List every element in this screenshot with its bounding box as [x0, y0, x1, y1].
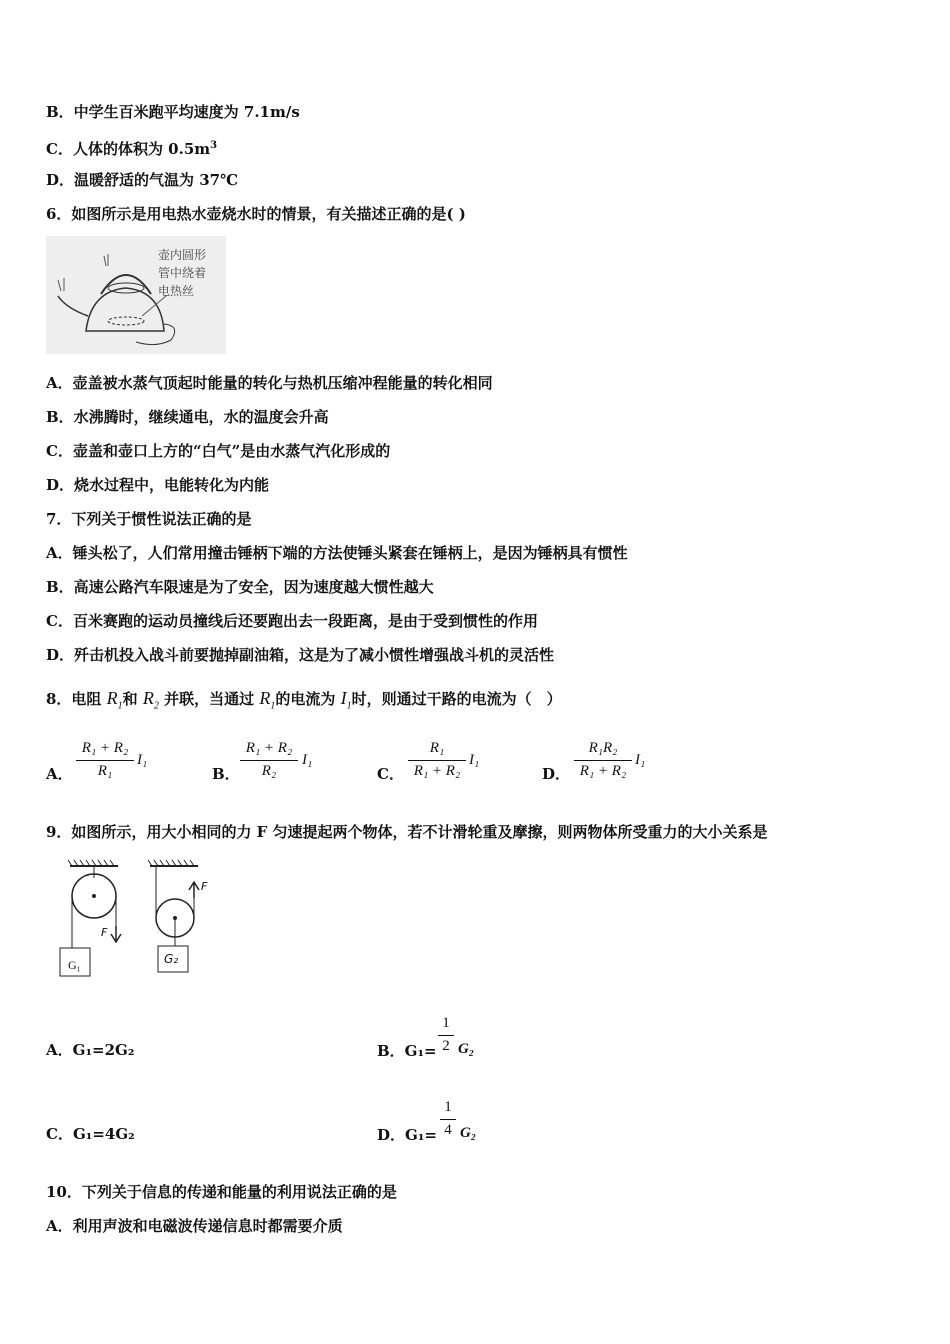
kettle-figure: [46, 236, 226, 354]
q8-option-a-fraction: R₁ + R₂ R₁: [76, 740, 134, 781]
kettle-label-1: 壶内圆形: [158, 248, 207, 262]
q8-option-c-label: C．: [377, 765, 404, 783]
q5-option-b: B．中学生百米跑平均速度为 7.1m/s: [46, 103, 300, 121]
q8-option-d-label: D．: [542, 765, 571, 783]
q9-option-a: A．G₁=2G₂: [46, 1041, 135, 1059]
q9-option-d-tail: G₂: [460, 1125, 477, 1141]
q10-stem: 10．下列关于信息的传递和能量的利用说法正确的是: [46, 1183, 397, 1201]
q9-option-c: C．G₁=4G₂: [46, 1125, 135, 1143]
q9-option-d-fraction: 1 4: [440, 1099, 456, 1140]
q7-option-d: D．歼击机投入战斗前要抛掉副油箱，这是为了减小惯性增强战斗机的灵活性: [46, 646, 555, 664]
weight-label-g2: G₂: [164, 952, 179, 966]
q6-stem: 6．如图所示是用电热水壶烧水时的情景，有关描述正确的是( ): [46, 205, 466, 223]
q6-option-b: B．水沸腾时，继续通电，水的温度会升高: [46, 408, 329, 426]
weight-label-g1: G₁: [68, 958, 81, 972]
q8-option-d-tail: I₁: [635, 752, 646, 768]
kettle-label-3: 电热丝: [158, 284, 195, 298]
q6-option-a: A．壶盖被水蒸气顶起时能量的转化与热机压缩冲程能量的转化相同: [46, 374, 493, 392]
q8-option-b-tail: I₁: [302, 752, 313, 768]
q7-option-a: A．锤头松了，人们常用撞击锤柄下端的方法使锤头紧套在锤柄上，是因为锤柄具有惯性: [46, 544, 628, 562]
q9-option-d-label: D．G₁=: [377, 1126, 437, 1144]
q5-option-d: D．温暖舒适的气温为 37℃: [46, 171, 239, 189]
pulley-diagram: [56, 856, 226, 980]
q7-option-b: B．高速公路汽车限速是为了安全，因为速度越大惯性越大: [46, 578, 434, 596]
force-label-2: F: [201, 880, 208, 893]
q10-option-a: A．利用声波和电磁波传递信息时都需要介质: [46, 1217, 343, 1235]
q8-option-a-label: A．: [46, 765, 73, 783]
q9-option-b-tail: G₂: [458, 1041, 475, 1057]
q9-stem: 9．如图所示，用大小相同的力 F 匀速提起两个物体，若不计滑轮重及摩擦，则两物体所受重力的大小关系是: [46, 823, 768, 841]
q8-stem: 8．电阻 $R_1$和 $R_2$ 并联，当通过 $R_1$的电流为 $I_1$时，则通过干路的电流为（ ）: [46, 688, 562, 712]
q8-option-c-fraction: R₁ R₁ + R₂: [408, 740, 466, 781]
q8-option-c-tail: I₁: [469, 752, 480, 768]
q7-stem: 7．下列关于惯性说法正确的是: [46, 510, 252, 528]
pulley-figure: [56, 856, 226, 980]
q8-option-d-fraction: R₁R₂ R₁ + R₂: [574, 740, 632, 781]
q8-option-a-tail: I₁: [137, 752, 148, 768]
q6-option-d: D．烧水过程中，电能转化为内能: [46, 476, 270, 494]
kettle-label-2: 管中绕着: [158, 266, 207, 280]
force-label-1: F: [101, 926, 108, 939]
q9-option-b-label: B．G₁=: [377, 1042, 437, 1060]
q8-option-b-label: B．: [212, 765, 240, 783]
q7-option-c: C．百米赛跑的运动员撞线后还要跑出去一段距离，是由于受到惯性的作用: [46, 612, 538, 630]
q9-option-b-fraction: 1 2: [438, 1015, 454, 1056]
q5-option-c: C．人体的体积为 $0.5m^3$: [46, 140, 218, 158]
q6-option-c: C．壶盖和壶口上方的“白气”是由水蒸气汽化形成的: [46, 442, 391, 460]
q8-option-b-fraction: R₁ + R₂ R₂: [240, 740, 298, 781]
